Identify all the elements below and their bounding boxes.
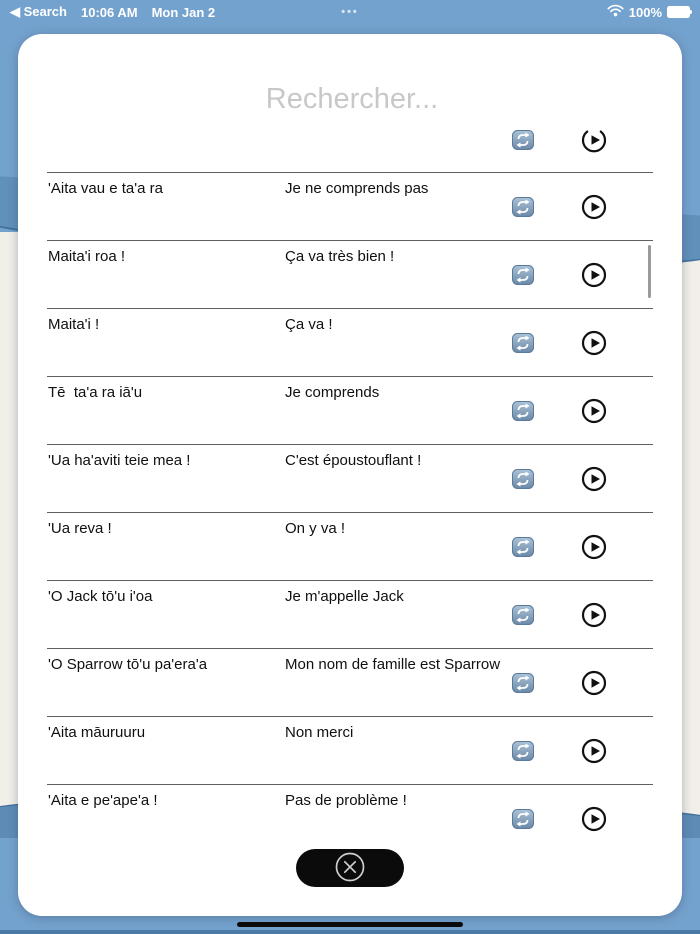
- wallpaper-bottom-edge-line: [0, 930, 700, 934]
- repeat-button[interactable]: [512, 605, 534, 625]
- source-text: Tē ta'a ra iā'u: [48, 384, 143, 401]
- repeat-icon: [512, 205, 534, 220]
- target-text: C'est époustouflant !: [285, 452, 422, 469]
- target-text: Je ne comprends pas: [285, 180, 429, 197]
- source-text: Maita'i !: [48, 316, 100, 333]
- repeat-icon: [512, 545, 534, 560]
- play-button[interactable]: [581, 534, 607, 560]
- repeat-icon: [512, 477, 534, 492]
- target-text: Ça va très bien !: [285, 248, 395, 265]
- home-indicator[interactable]: [237, 922, 463, 927]
- source-text: 'O Sparrow tō'u pa'era'a: [48, 656, 208, 673]
- list-item: [47, 172, 653, 240]
- target-text: On y va !: [285, 520, 346, 537]
- phrase-list: [47, 106, 653, 852]
- target-text: Pas de problème !: [285, 792, 407, 809]
- play-icon: [581, 548, 607, 563]
- list-item: [47, 512, 653, 580]
- source-text: Maita'i roa !: [48, 248, 126, 265]
- circled-x-icon: [334, 851, 366, 886]
- play-button[interactable]: [581, 127, 607, 153]
- source-text: 'Ua ha'aviti teie mea !: [48, 452, 191, 469]
- repeat-button[interactable]: [512, 469, 534, 489]
- scrollbar-thumb[interactable]: [648, 245, 651, 298]
- play-icon: [581, 208, 607, 223]
- back-to-search-link[interactable]: ◀ Search: [10, 4, 67, 19]
- close-button[interactable]: [296, 849, 404, 887]
- repeat-button[interactable]: [512, 401, 534, 421]
- play-icon: [581, 276, 607, 291]
- repeat-icon: [512, 409, 534, 424]
- repeat-button[interactable]: [512, 673, 534, 693]
- play-button[interactable]: [581, 806, 607, 832]
- repeat-icon: [512, 341, 534, 356]
- play-icon: [581, 684, 607, 699]
- list-item: [47, 444, 653, 512]
- repeat-icon: [512, 138, 534, 153]
- repeat-button[interactable]: [512, 809, 534, 829]
- source-text: 'Aita e pe'ape'a !: [48, 792, 158, 809]
- play-button[interactable]: [581, 398, 607, 424]
- play-icon: [581, 344, 607, 359]
- play-icon: [581, 480, 607, 495]
- play-button[interactable]: [581, 602, 607, 628]
- repeat-button[interactable]: [512, 333, 534, 353]
- play-button[interactable]: [581, 262, 607, 288]
- status-time: 10:06 AM: [80, 4, 138, 20]
- repeat-icon: [512, 681, 534, 696]
- target-text: Ça va !: [285, 316, 333, 333]
- repeat-button[interactable]: [512, 741, 534, 761]
- play-button[interactable]: [581, 330, 607, 356]
- list-item: [47, 240, 653, 308]
- play-icon: [581, 752, 607, 767]
- play-icon: [581, 616, 607, 631]
- repeat-button[interactable]: [512, 130, 534, 150]
- play-icon: [581, 820, 607, 835]
- target-text: Je m'appelle Jack: [285, 588, 404, 605]
- list-item: [47, 784, 653, 852]
- target-text: Je comprends: [285, 384, 380, 401]
- source-text: 'Aita māuruuru: [48, 724, 146, 741]
- list-item: [47, 376, 653, 444]
- repeat-icon: [512, 613, 534, 628]
- play-icon: [581, 412, 607, 427]
- wifi-icon: [607, 4, 624, 20]
- battery-percent-label: 100%: [628, 4, 662, 20]
- play-button[interactable]: [581, 670, 607, 696]
- play-button[interactable]: [581, 466, 607, 492]
- status-bar: [0, 0, 700, 24]
- play-button[interactable]: [581, 738, 607, 764]
- list-item: [47, 716, 653, 784]
- list-item: [47, 308, 653, 376]
- list-item: [47, 648, 653, 716]
- source-text: 'Aita vau e ta'a ra: [48, 180, 163, 197]
- repeat-icon: [512, 749, 534, 764]
- list-item: [47, 580, 653, 648]
- list-item-partial: [47, 106, 653, 172]
- source-text: 'Ua reva !: [48, 520, 112, 537]
- repeat-button[interactable]: [512, 265, 534, 285]
- play-icon: [581, 141, 607, 156]
- target-text: Non merci: [285, 724, 354, 741]
- repeat-icon: [512, 817, 534, 832]
- source-text: 'O Jack tō'u i'oa: [48, 588, 153, 605]
- repeat-button[interactable]: [512, 197, 534, 217]
- phrasebook-card: [18, 34, 682, 916]
- status-date: Mon Jan 2: [151, 4, 216, 20]
- repeat-icon: [512, 273, 534, 288]
- target-text: Mon nom de famille est Sparrow: [285, 656, 501, 673]
- play-button[interactable]: [581, 194, 607, 220]
- battery-icon: [667, 6, 690, 18]
- repeat-button[interactable]: [512, 537, 534, 557]
- multitask-dots-indicator: •••: [341, 6, 359, 18]
